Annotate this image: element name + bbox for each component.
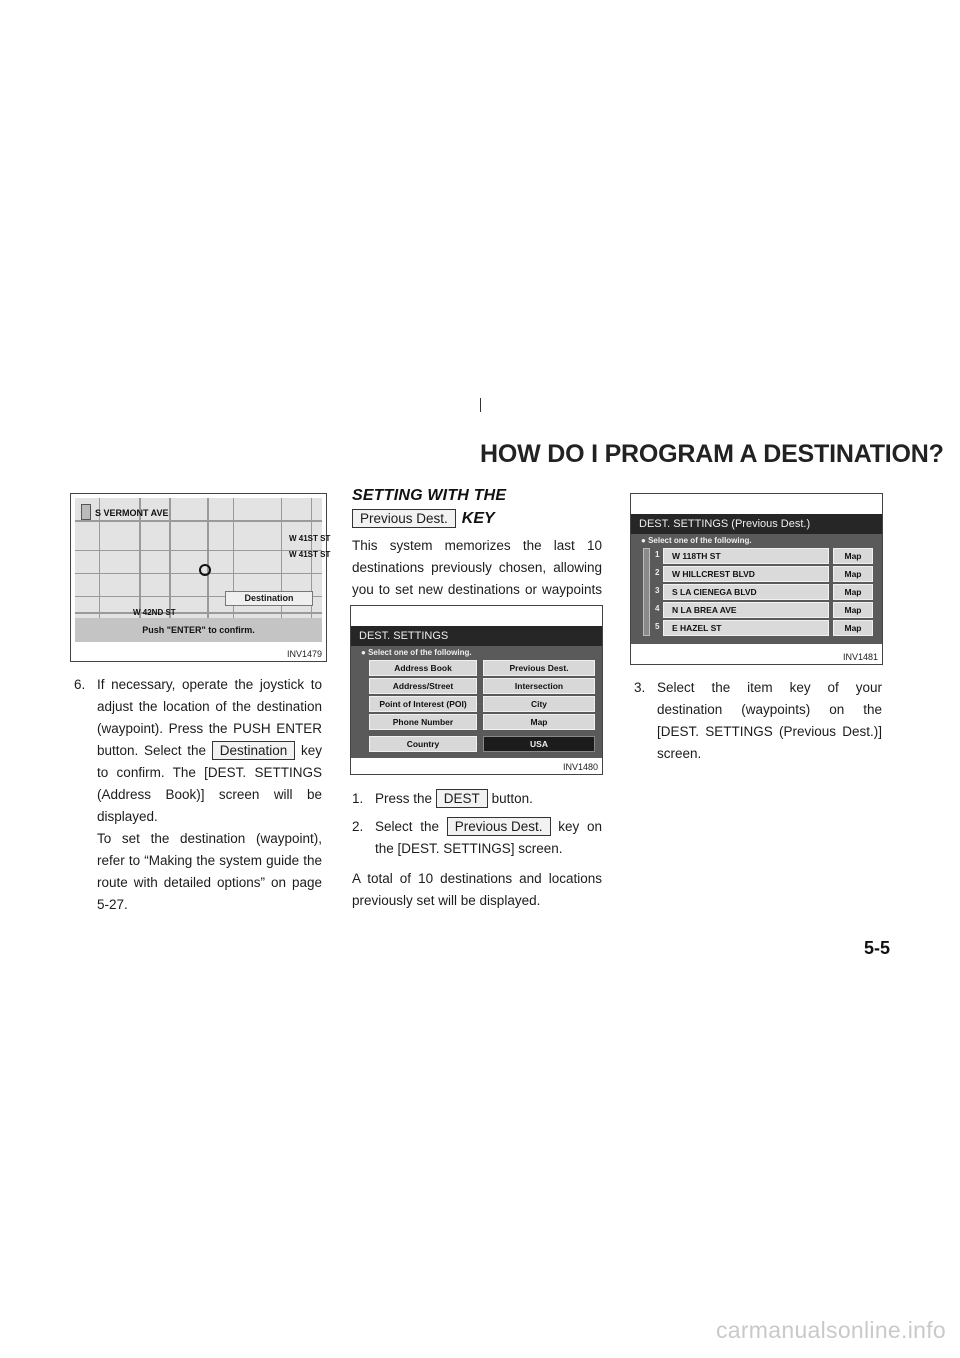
country-value[interactable]: USA (483, 736, 595, 752)
step-6 (74, 674, 322, 916)
middle-intro: This system memorizes the last 10 destinations previously chosen, allowing you to set new destinations or waypoints (352, 538, 602, 597)
map-zoom-icon (81, 504, 91, 520)
previous-dest-key: Previous Dest. (352, 509, 456, 528)
screen-subtitle: ● Select one of the following. (641, 536, 752, 545)
dest-settings-screen (351, 626, 602, 758)
small-street-label: W 41ST ST (289, 550, 331, 559)
poi-button[interactable]: Point of Interest (POI) (369, 696, 477, 712)
list-item[interactable]: E HAZEL ST (663, 620, 829, 636)
destination-button[interactable]: Destination (225, 591, 313, 606)
previous-dest-button[interactable]: Previous Dest. (483, 660, 595, 676)
small-street-label: W 42ND ST (133, 608, 176, 617)
map-cursor-icon (199, 564, 211, 576)
page-header: HOW DO I PROGRAM A DESTINATION? (480, 440, 944, 468)
map-button[interactable]: Map (483, 714, 595, 730)
figure-dest-settings (350, 605, 603, 775)
destination-key: Destination (212, 741, 296, 760)
right-column (634, 677, 882, 765)
previous-dest-key: Previous Dest. (447, 817, 551, 836)
address-book-button[interactable]: Address Book (369, 660, 477, 676)
address-street-button[interactable]: Address/Street (369, 678, 477, 694)
figure-map (70, 493, 331, 662)
header-tick (480, 398, 481, 412)
intersection-button[interactable]: Intersection (483, 678, 595, 694)
map-button[interactable]: Map (833, 602, 873, 618)
dest-key: DEST (436, 789, 488, 808)
city-button[interactable]: City (483, 696, 595, 712)
scrollbar[interactable] (643, 548, 650, 636)
map-button[interactable]: Map (833, 566, 873, 582)
left-column (74, 674, 322, 916)
small-street-label: W 41ST ST (289, 534, 331, 543)
list-item[interactable]: N LA BREA AVE (663, 602, 829, 618)
list-item[interactable]: W 118TH ST (663, 548, 829, 564)
map-button[interactable]: Map (833, 584, 873, 600)
section-title-key: Previous Dest. KEY (352, 509, 495, 528)
screen-title: DEST. SETTINGS (351, 626, 602, 646)
figure-previous-dest (630, 493, 883, 665)
step-number: 6. (74, 677, 86, 692)
map-screen (75, 498, 331, 642)
step-1: 1. Press the DEST button. (352, 791, 533, 806)
middle-steps (352, 788, 602, 912)
step-text: If necessary, operate the joystick to adjust the location of the destination (waypoint). Press the PUSH ENTER button. Select the Destination key to confirm. The [DEST. SETTINGS (Address Book)] screen will be displayed. (97, 677, 322, 824)
list-item[interactable]: W HILLCREST BLVD (663, 566, 829, 582)
map-button[interactable]: Map (833, 548, 873, 564)
note-text: A total of 10 destinations and locations previously set will be displayed. (352, 871, 602, 908)
step-note: To set the destination (waypoint), refer to “Making the system guide the route with detailed options” on page 5-27. (97, 831, 322, 912)
country-button[interactable]: Country (369, 736, 477, 752)
list-item[interactable]: S LA CIENEGA BLVD (663, 584, 829, 600)
step-2: 2. Select the Previous Dest. key on the [DEST. SETTINGS] screen. (352, 819, 602, 856)
confirm-prompt: Push "ENTER" to confirm. (75, 618, 322, 642)
screen-title: DEST. SETTINGS (Previous Dest.) (631, 514, 882, 534)
step-3: 3. Select the item key of your destination (waypoints) on the [DEST. SETTINGS (Previous Dest.)] screen. (634, 680, 882, 761)
page-number: 5-5 (863, 938, 890, 958)
map-button[interactable]: Map (833, 620, 873, 636)
figure-code: INV1480 (562, 762, 598, 772)
watermark: carmanualsonline.info (715, 1317, 946, 1343)
previous-dest-screen: DEST. SETTINGS (Previous Dest.) ● Select one of the following. 1 W 118TH ST Map 2 W HILLCREST BLVD Map 3 S LA CIENEGA BLVD Map 4 N LA BREA AVE Map 5 E HAZEL ST Map (631, 514, 882, 644)
phone-number-button[interactable]: Phone Number (369, 714, 477, 730)
screen-subtitle: ● Select one of the following. (361, 648, 472, 657)
section-title: SETTING WITH THE (352, 487, 507, 504)
figure-code: INV1481 (842, 652, 878, 662)
figure-code: INV1479 (286, 649, 322, 659)
street-label: S VERMONT AVE (95, 508, 169, 518)
